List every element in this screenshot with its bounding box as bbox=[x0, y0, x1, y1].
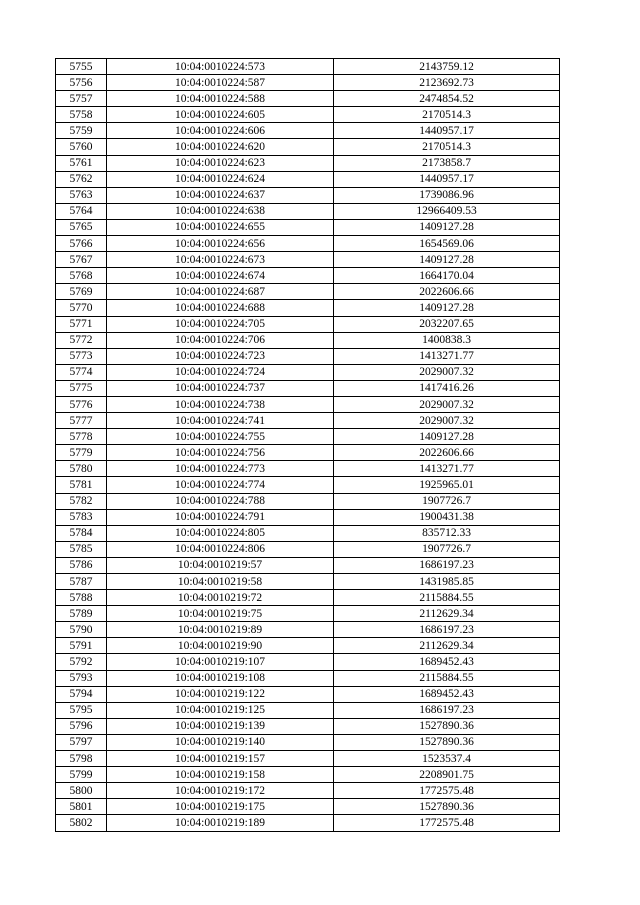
table-row bbox=[56, 59, 560, 75]
row-index-cell: 5795 bbox=[56, 702, 107, 718]
cadastral-number-cell: 10:04:0010219:72 bbox=[107, 590, 334, 606]
table-row bbox=[56, 445, 560, 461]
table-row bbox=[56, 236, 560, 252]
value-cell: 1440957.17 bbox=[334, 171, 560, 187]
row-index-cell: 5766 bbox=[56, 236, 107, 252]
row-index-cell: 5793 bbox=[56, 670, 107, 686]
value-cell: 1900431.38 bbox=[334, 509, 560, 525]
value-cell: 2029007.32 bbox=[334, 413, 560, 429]
cadastral-number-cell: 10:04:0010224:791 bbox=[107, 509, 334, 525]
cadastral-number-cell: 10:04:0010219:107 bbox=[107, 654, 334, 670]
cadastral-number-cell: 10:04:0010219:172 bbox=[107, 783, 334, 799]
row-index-cell: 5783 bbox=[56, 509, 107, 525]
row-index-cell: 5758 bbox=[56, 107, 107, 123]
table-row bbox=[56, 686, 560, 702]
table-row bbox=[56, 509, 560, 525]
row-index-cell: 5767 bbox=[56, 252, 107, 268]
cadastral-number-cell: 10:04:0010224:637 bbox=[107, 187, 334, 203]
cadastral-number-cell: 10:04:0010219:58 bbox=[107, 574, 334, 590]
data-table bbox=[55, 58, 560, 832]
cadastral-number-cell: 10:04:0010224:688 bbox=[107, 300, 334, 316]
row-index-cell: 5778 bbox=[56, 429, 107, 445]
value-cell: 1413271.77 bbox=[334, 461, 560, 477]
row-index-cell: 5798 bbox=[56, 751, 107, 767]
cadastral-number-cell: 10:04:0010219:158 bbox=[107, 767, 334, 783]
row-index-cell: 5780 bbox=[56, 461, 107, 477]
table-row bbox=[56, 332, 560, 348]
table-row bbox=[56, 429, 560, 445]
cadastral-number-cell: 10:04:0010224:587 bbox=[107, 75, 334, 91]
table-row bbox=[56, 606, 560, 622]
table-row bbox=[56, 477, 560, 493]
cadastral-number-cell: 10:04:0010224:723 bbox=[107, 348, 334, 364]
row-index-cell: 5781 bbox=[56, 477, 107, 493]
cadastral-number-cell: 10:04:0010219:122 bbox=[107, 686, 334, 702]
table-row bbox=[56, 284, 560, 300]
table-row bbox=[56, 413, 560, 429]
table-row bbox=[56, 461, 560, 477]
table-row bbox=[56, 203, 560, 219]
row-index-cell: 5801 bbox=[56, 799, 107, 815]
row-index-cell: 5796 bbox=[56, 718, 107, 734]
value-cell: 1409127.28 bbox=[334, 219, 560, 235]
value-cell: 1686197.23 bbox=[334, 702, 560, 718]
value-cell: 2115884.55 bbox=[334, 590, 560, 606]
cadastral-number-cell: 10:04:0010224:573 bbox=[107, 59, 334, 75]
value-cell: 1739086.96 bbox=[334, 187, 560, 203]
row-index-cell: 5799 bbox=[56, 767, 107, 783]
cadastral-number-cell: 10:04:0010224:706 bbox=[107, 332, 334, 348]
table-row bbox=[56, 268, 560, 284]
row-index-cell: 5797 bbox=[56, 734, 107, 750]
value-cell: 2032207.65 bbox=[334, 316, 560, 332]
value-cell: 1527890.36 bbox=[334, 734, 560, 750]
value-cell: 1907726.7 bbox=[334, 493, 560, 509]
row-index-cell: 5788 bbox=[56, 590, 107, 606]
value-cell: 1664170.04 bbox=[334, 268, 560, 284]
table-row bbox=[56, 638, 560, 654]
value-cell: 1686197.23 bbox=[334, 557, 560, 573]
value-cell: 1925965.01 bbox=[334, 477, 560, 493]
table-row bbox=[56, 348, 560, 364]
value-cell: 835712.33 bbox=[334, 525, 560, 541]
cadastral-number-cell: 10:04:0010224:624 bbox=[107, 171, 334, 187]
table-row bbox=[56, 171, 560, 187]
cadastral-number-cell: 10:04:0010224:623 bbox=[107, 155, 334, 171]
table-row bbox=[56, 364, 560, 380]
cadastral-number-cell: 10:04:0010219:157 bbox=[107, 751, 334, 767]
value-cell: 2115884.55 bbox=[334, 670, 560, 686]
row-index-cell: 5765 bbox=[56, 219, 107, 235]
value-cell: 1772575.48 bbox=[334, 815, 560, 831]
table-row bbox=[56, 815, 560, 831]
table-row bbox=[56, 155, 560, 171]
table-row bbox=[56, 123, 560, 139]
row-index-cell: 5771 bbox=[56, 316, 107, 332]
cadastral-number-cell: 10:04:0010224:788 bbox=[107, 493, 334, 509]
row-index-cell: 5755 bbox=[56, 59, 107, 75]
cadastral-number-cell: 10:04:0010219:139 bbox=[107, 718, 334, 734]
row-index-cell: 5756 bbox=[56, 75, 107, 91]
table-row bbox=[56, 300, 560, 316]
cadastral-number-cell: 10:04:0010224:755 bbox=[107, 429, 334, 445]
value-cell: 1654569.06 bbox=[334, 236, 560, 252]
row-index-cell: 5760 bbox=[56, 139, 107, 155]
table-row bbox=[56, 219, 560, 235]
value-cell: 1431985.85 bbox=[334, 574, 560, 590]
row-index-cell: 5800 bbox=[56, 783, 107, 799]
table-row bbox=[56, 493, 560, 509]
value-cell: 2029007.32 bbox=[334, 364, 560, 380]
cadastral-number-cell: 10:04:0010224:656 bbox=[107, 236, 334, 252]
cadastral-number-cell: 10:04:0010224:741 bbox=[107, 413, 334, 429]
cadastral-number-cell: 10:04:0010224:738 bbox=[107, 396, 334, 412]
cadastral-number-cell: 10:04:0010219:140 bbox=[107, 734, 334, 750]
value-cell: 2029007.32 bbox=[334, 396, 560, 412]
row-index-cell: 5790 bbox=[56, 622, 107, 638]
row-index-cell: 5789 bbox=[56, 606, 107, 622]
value-cell: 2173858.7 bbox=[334, 155, 560, 171]
table-row bbox=[56, 541, 560, 557]
table-row bbox=[56, 380, 560, 396]
cadastral-number-cell: 10:04:0010219:175 bbox=[107, 799, 334, 815]
value-cell: 1527890.36 bbox=[334, 799, 560, 815]
row-index-cell: 5772 bbox=[56, 332, 107, 348]
value-cell: 2143759.12 bbox=[334, 59, 560, 75]
value-cell: 1409127.28 bbox=[334, 300, 560, 316]
table-row bbox=[56, 525, 560, 541]
row-index-cell: 5763 bbox=[56, 187, 107, 203]
row-index-cell: 5762 bbox=[56, 171, 107, 187]
row-index-cell: 5777 bbox=[56, 413, 107, 429]
value-cell: 2170514.3 bbox=[334, 107, 560, 123]
table-row bbox=[56, 718, 560, 734]
row-index-cell: 5757 bbox=[56, 91, 107, 107]
cadastral-number-cell: 10:04:0010219:89 bbox=[107, 622, 334, 638]
value-cell: 1686197.23 bbox=[334, 622, 560, 638]
table-body bbox=[56, 59, 560, 832]
value-cell: 1413271.77 bbox=[334, 348, 560, 364]
table-row bbox=[56, 702, 560, 718]
row-index-cell: 5759 bbox=[56, 123, 107, 139]
row-index-cell: 5774 bbox=[56, 364, 107, 380]
row-index-cell: 5776 bbox=[56, 396, 107, 412]
cadastral-number-cell: 10:04:0010224:606 bbox=[107, 123, 334, 139]
table-row bbox=[56, 316, 560, 332]
row-index-cell: 5773 bbox=[56, 348, 107, 364]
value-cell: 2112629.34 bbox=[334, 606, 560, 622]
value-cell: 1417416.26 bbox=[334, 380, 560, 396]
table-row bbox=[56, 91, 560, 107]
row-index-cell: 5761 bbox=[56, 155, 107, 171]
value-cell: 2123692.73 bbox=[334, 75, 560, 91]
value-cell: 2474854.52 bbox=[334, 91, 560, 107]
cadastral-number-cell: 10:04:0010224:756 bbox=[107, 445, 334, 461]
row-index-cell: 5770 bbox=[56, 300, 107, 316]
cadastral-number-cell: 10:04:0010224:806 bbox=[107, 541, 334, 557]
cadastral-number-cell: 10:04:0010219:108 bbox=[107, 670, 334, 686]
row-index-cell: 5802 bbox=[56, 815, 107, 831]
table-row bbox=[56, 783, 560, 799]
cadastral-number-cell: 10:04:0010224:724 bbox=[107, 364, 334, 380]
table-row bbox=[56, 734, 560, 750]
cadastral-number-cell: 10:04:0010224:773 bbox=[107, 461, 334, 477]
value-cell: 2170514.3 bbox=[334, 139, 560, 155]
row-index-cell: 5779 bbox=[56, 445, 107, 461]
value-cell: 1440957.17 bbox=[334, 123, 560, 139]
cadastral-number-cell: 10:04:0010219:189 bbox=[107, 815, 334, 831]
row-index-cell: 5769 bbox=[56, 284, 107, 300]
table-row bbox=[56, 107, 560, 123]
cadastral-number-cell: 10:04:0010219:90 bbox=[107, 638, 334, 654]
row-index-cell: 5785 bbox=[56, 541, 107, 557]
table-row bbox=[56, 574, 560, 590]
value-cell: 2112629.34 bbox=[334, 638, 560, 654]
value-cell: 1523537.4 bbox=[334, 751, 560, 767]
table-row bbox=[56, 654, 560, 670]
row-index-cell: 5775 bbox=[56, 380, 107, 396]
value-cell: 2022606.66 bbox=[334, 445, 560, 461]
value-cell: 2208901.75 bbox=[334, 767, 560, 783]
table-row bbox=[56, 590, 560, 606]
row-index-cell: 5791 bbox=[56, 638, 107, 654]
table-row bbox=[56, 751, 560, 767]
cadastral-number-cell: 10:04:0010224:673 bbox=[107, 252, 334, 268]
table-row bbox=[56, 252, 560, 268]
value-cell: 1772575.48 bbox=[334, 783, 560, 799]
cadastral-number-cell: 10:04:0010219:125 bbox=[107, 702, 334, 718]
cadastral-number-cell: 10:04:0010224:655 bbox=[107, 219, 334, 235]
value-cell: 1409127.28 bbox=[334, 429, 560, 445]
cadastral-number-cell: 10:04:0010224:687 bbox=[107, 284, 334, 300]
table-row bbox=[56, 799, 560, 815]
value-cell: 1527890.36 bbox=[334, 718, 560, 734]
value-cell: 1689452.43 bbox=[334, 654, 560, 670]
table-row bbox=[56, 187, 560, 203]
table-row bbox=[56, 670, 560, 686]
row-index-cell: 5792 bbox=[56, 654, 107, 670]
row-index-cell: 5782 bbox=[56, 493, 107, 509]
value-cell: 2022606.66 bbox=[334, 284, 560, 300]
cadastral-number-cell: 10:04:0010219:75 bbox=[107, 606, 334, 622]
row-index-cell: 5764 bbox=[56, 203, 107, 219]
cadastral-number-cell: 10:04:0010224:588 bbox=[107, 91, 334, 107]
value-cell: 12966409.53 bbox=[334, 203, 560, 219]
value-cell: 1409127.28 bbox=[334, 252, 560, 268]
cadastral-number-cell: 10:04:0010224:674 bbox=[107, 268, 334, 284]
cadastral-number-cell: 10:04:0010224:774 bbox=[107, 477, 334, 493]
cadastral-number-cell: 10:04:0010224:805 bbox=[107, 525, 334, 541]
row-index-cell: 5768 bbox=[56, 268, 107, 284]
table-row bbox=[56, 767, 560, 783]
table-row bbox=[56, 75, 560, 91]
row-index-cell: 5786 bbox=[56, 557, 107, 573]
table-row bbox=[56, 396, 560, 412]
cadastral-number-cell: 10:04:0010224:737 bbox=[107, 380, 334, 396]
value-cell: 1400838.3 bbox=[334, 332, 560, 348]
cadastral-number-cell: 10:04:0010224:705 bbox=[107, 316, 334, 332]
cadastral-number-cell: 10:04:0010224:620 bbox=[107, 139, 334, 155]
cadastral-number-cell: 10:04:0010224:605 bbox=[107, 107, 334, 123]
value-cell: 1689452.43 bbox=[334, 686, 560, 702]
row-index-cell: 5784 bbox=[56, 525, 107, 541]
cadastral-number-cell: 10:04:0010224:638 bbox=[107, 203, 334, 219]
value-cell: 1907726.7 bbox=[334, 541, 560, 557]
table-row bbox=[56, 557, 560, 573]
cadastral-number-cell: 10:04:0010219:57 bbox=[107, 557, 334, 573]
row-index-cell: 5794 bbox=[56, 686, 107, 702]
row-index-cell: 5787 bbox=[56, 574, 107, 590]
table-row bbox=[56, 622, 560, 638]
table-row bbox=[56, 139, 560, 155]
